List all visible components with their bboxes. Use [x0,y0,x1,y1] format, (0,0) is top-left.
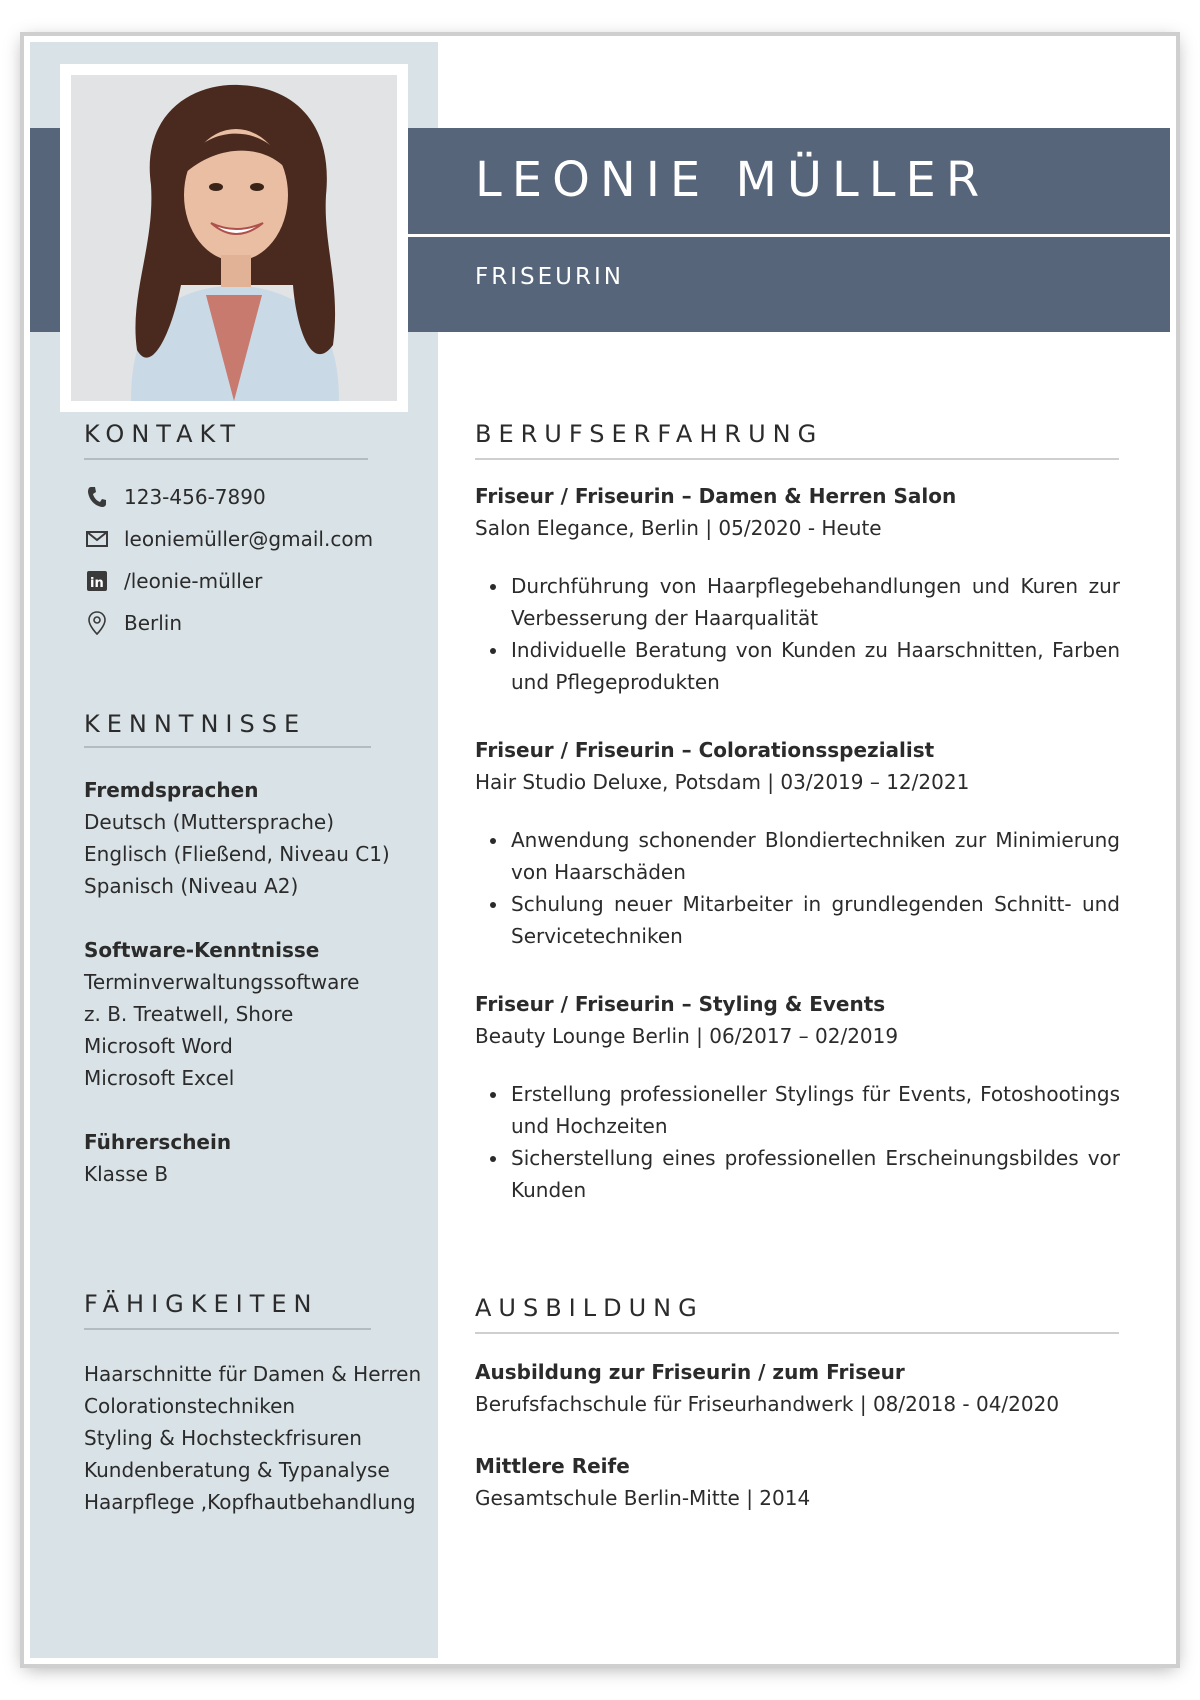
job-bullet: • Schulung neuer Mitarbeiter in grundlegenden Schnitt- und Servicetechniken [509,888,1120,952]
linkedin-text: /leonie-müller [124,569,263,593]
abilities-heading: FÄHIGKEITEN [84,1290,319,1318]
location-text: Berlin [124,611,183,635]
job-bullet: • Durchführung von Haarpflegebehandlungen und Kuren zur Verbesserung der Haarqualität [509,570,1120,634]
education-title: Mittlere Reife [475,1454,630,1478]
linkedin-icon [84,568,110,594]
candidate-name: LEONIE MÜLLER [475,152,990,208]
phone-icon [84,484,110,510]
email-text: leoniemüller@gmail.com [124,527,374,551]
job-meta: Hair Studio Deluxe, Potsdam | 03/2019 – 12/2021 [475,770,970,794]
job-entry [475,480,1120,698]
ability-line: Haarpflege ,Kopfhautbehandlung [84,1490,416,1514]
software-block [84,934,424,1094]
education-entry [475,1356,1120,1420]
job-bullet: • Individuelle Beratung von Kunden zu Haarschnitten, Farben und Pflegeprodukten [509,634,1120,698]
software-line: Microsoft Excel [84,1066,235,1090]
svg-text:in: in [90,576,104,591]
contact-phone[interactable] [84,482,266,512]
job-title: FRISEURIN [475,264,624,290]
languages-block [84,774,424,902]
language-line: Deutsch (Muttersprache) [84,810,334,834]
software-title: Software-Kenntnisse [84,938,320,962]
job-meta: Beauty Lounge Berlin | 06/2017 – 02/2019 [475,1024,899,1048]
ability-line: Colorationstechniken [84,1394,296,1418]
license-block [84,1126,424,1190]
job-bullet: • Erstellung professioneller Stylings für Events, Fotoshootings und Hochzeiten [509,1078,1120,1142]
contact-email[interactable] [84,524,373,554]
experience-rule [475,458,1119,460]
contact-rule [84,458,368,460]
header-divider [406,234,1170,237]
education-meta: Berufsfachschule für Friseurhandwerk | 08/2018 - 04/2020 [475,1392,1060,1416]
education-title: Ausbildung zur Friseurin / zum Friseur [475,1360,905,1384]
languages-title: Fremdsprachen [84,778,259,802]
job-title-line: Friseur / Friseurin – Styling & Events [475,992,886,1016]
license-line: Klasse B [84,1162,169,1186]
ability-line: Kundenberatung & Typanalyse [84,1458,390,1482]
abilities-block [84,1358,424,1518]
cv-page [30,42,1170,1658]
skills-heading: KENNTNISSE [84,710,307,738]
language-line: Spanisch (Niveau A2) [84,874,299,898]
mail-icon [84,526,110,552]
job-bullet: • Anwendung schonender Blondiertechniken zur Minimierung von Haarschäden [509,824,1120,888]
software-line: Terminverwaltungssoftware [84,970,360,994]
education-entry [475,1450,1120,1514]
education-rule [475,1332,1119,1334]
portrait-illustration [71,75,397,401]
job-entry [475,734,1120,952]
profile-photo [71,75,397,401]
ability-line: Haarschnitte für Damen & Herren [84,1362,422,1386]
education-heading: AUSBILDUNG [475,1294,704,1322]
contact-heading: KONTAKT [84,420,243,448]
job-entry [475,988,1120,1206]
job-meta: Salon Elegance, Berlin | 05/2020 - Heute [475,516,882,540]
job-title-line: Friseur / Friseurin – Colorationsspezialist [475,738,935,762]
skills-rule [84,746,371,748]
language-line: Englisch (Fließend, Niveau C1) [84,842,390,866]
job-title-line: Friseur / Friseurin – Damen & Herren Salon [475,484,957,508]
contact-linkedin[interactable] [84,566,262,596]
ability-line: Styling & Hochsteckfrisuren [84,1426,362,1450]
abilities-rule [84,1328,371,1330]
location-icon [84,610,110,636]
profile-photo-frame [60,64,408,412]
license-title: Führerschein [84,1130,232,1154]
software-line: Microsoft Word [84,1034,233,1058]
phone-text: 123-456-7890 [124,485,266,509]
education-meta: Gesamtschule Berlin-Mitte | 2014 [475,1486,811,1510]
software-line: z. B. Treatwell, Shore [84,1002,294,1026]
experience-heading: BERUFSERFAHRUNG [475,420,824,448]
job-bullet: • Sicherstellung eines professionellen Erscheinungsbildes vor Kunden [509,1142,1120,1206]
contact-location [84,608,182,638]
